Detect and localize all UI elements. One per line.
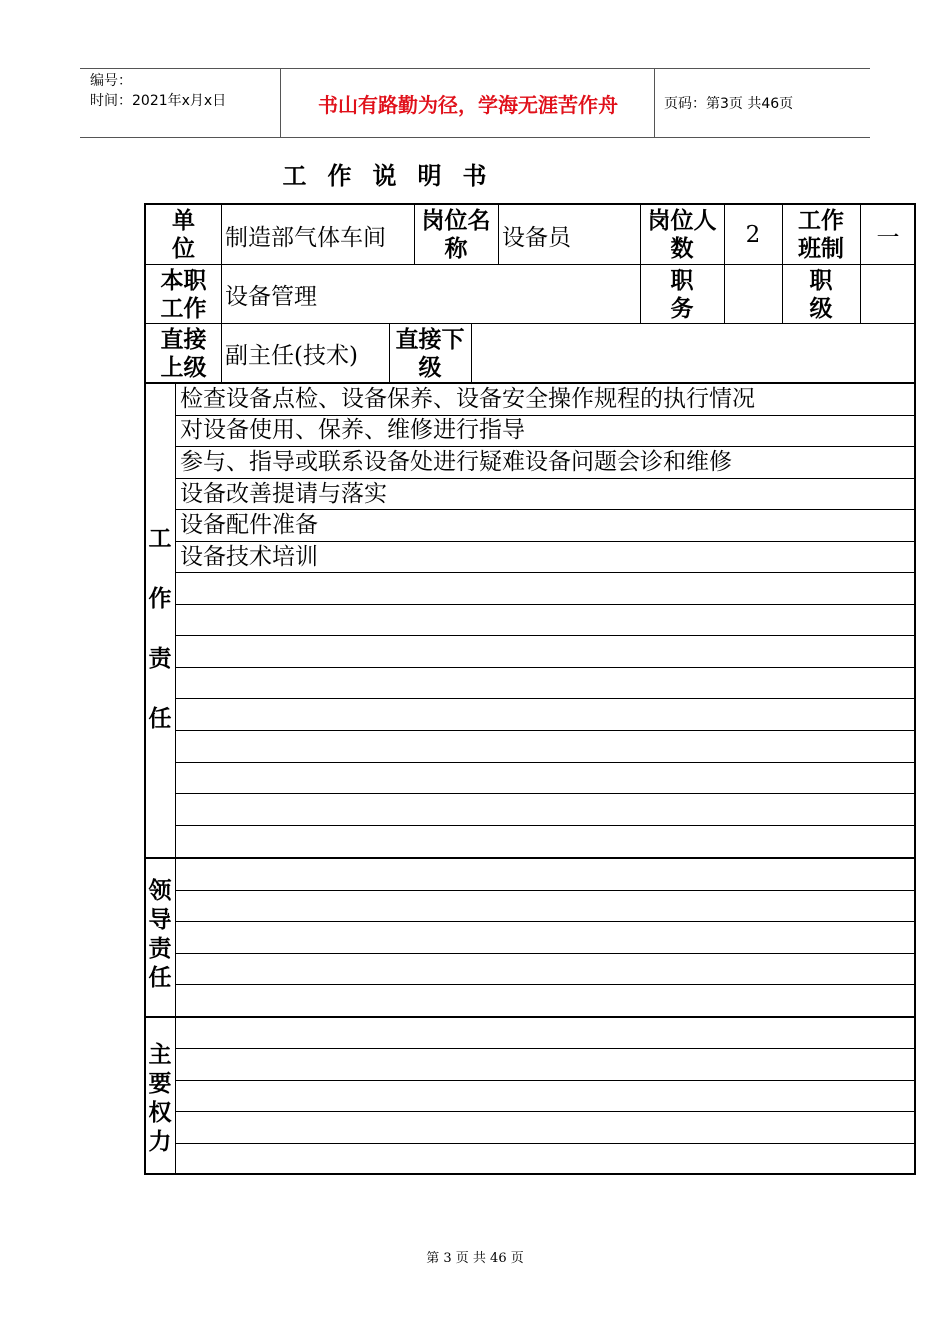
motto: 书山有路勤为径，学海无涯苦作舟: [282, 69, 655, 137]
duty-item: 检查设备点检、设备保养、设备安全操作规程的执行情况: [180, 386, 755, 412]
main-work-label: 本职 工作: [160, 267, 207, 322]
post-count-value: 2: [745, 222, 761, 248]
position-label: 职 务: [670, 267, 694, 322]
duties-char-4: 任: [148, 706, 172, 732]
page-header: [80, 68, 870, 138]
superior-label: 直接 上级: [160, 326, 207, 381]
job-description-form: [144, 203, 916, 1175]
powers-label: [146, 1041, 174, 1157]
leadership-label: [146, 877, 174, 993]
document-number: 编号：: [90, 73, 132, 89]
powers-char-3: 权: [148, 1100, 172, 1126]
powers-char-2: 要: [148, 1071, 172, 1097]
leadership-char-2: 导: [148, 907, 172, 933]
document-time: 时间：2021年x月x日: [90, 93, 227, 109]
duty-item: 设备改善提请与落实: [180, 481, 387, 507]
unit-label: 单 位: [172, 208, 195, 262]
unit-value: 制造部气体车间: [225, 224, 386, 251]
duties-char-1: 工: [148, 526, 172, 552]
duty-item: 对设备使用、保养、维修进行指导: [180, 417, 525, 443]
post-name-value: 设备员: [502, 224, 571, 251]
powers-char-4: 力: [148, 1129, 172, 1155]
grade-value: [860, 265, 916, 324]
duties-char-3: 责: [148, 646, 172, 672]
header-meta: [80, 69, 281, 137]
page-footer: 第 3 页 共 46 页: [426, 1251, 524, 1266]
duty-item: 参与、指导或联系设备处进行疑难设备问题会诊和维修: [180, 449, 732, 475]
subordinate-value: [471, 324, 916, 383]
main-work-value: 设备管理: [225, 284, 317, 310]
subordinate-label: 直接下 级: [395, 326, 465, 381]
duties-char-2: 作: [148, 586, 172, 612]
post-count-label: 岗位人 数: [647, 208, 717, 262]
grade-label: 职 级: [809, 267, 833, 322]
powers-char-1: 主: [148, 1042, 172, 1068]
leadership-char-4: 任: [148, 965, 172, 991]
shift-value: 一: [876, 224, 900, 251]
leadership-char-1: 领: [148, 878, 172, 904]
post-name-label: 岗位名 称: [421, 208, 491, 262]
duty-item: 设备技术培训: [180, 544, 318, 570]
position-value: [724, 265, 782, 324]
duty-item: 设备配件准备: [180, 512, 318, 538]
page-info: 页码：第3页 共46页: [664, 96, 794, 112]
leadership-char-3: 责: [148, 936, 172, 962]
duties-label: [146, 520, 174, 760]
shift-label: 工作 班制: [798, 208, 844, 262]
document-title: 工作说明书: [282, 162, 508, 190]
superior-value: 副主任(技术): [225, 343, 358, 369]
